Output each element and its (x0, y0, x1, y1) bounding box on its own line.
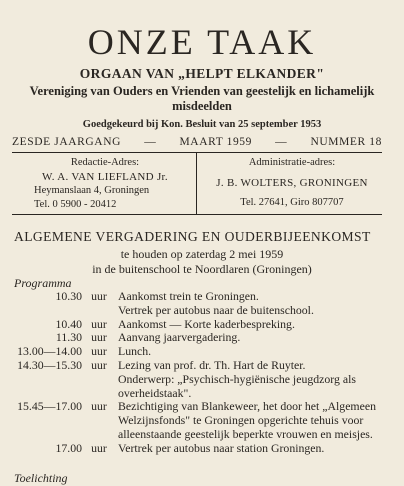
administration-address (202, 156, 382, 210)
volume-label: ZESDE JAARGANG (12, 136, 122, 148)
explanation-label: Toelichting (14, 471, 68, 485)
schedule-desc: Onderwerp: „Psychisch-hygiënische jeugdzorg als overheidstaak". (118, 371, 356, 400)
schedule-row (14, 442, 399, 456)
schedule-time: 17.00 (55, 440, 82, 455)
editorial-street: Heymanslaan 4, Groningen (34, 185, 150, 196)
organ-subtitle: ORGAAN VAN „HELPT ELKANDER" (79, 66, 325, 81)
schedule-unit: uur (91, 344, 107, 359)
schedule-unit: uur (91, 440, 107, 455)
schedule-unit: uur (91, 399, 107, 414)
issue-separator: — (144, 136, 157, 148)
schedule-desc: Aankomst trein te Groningen. (118, 289, 259, 303)
meeting-title: ALGEMENE VERGADERING EN OUDERBIJEENKOMST (14, 229, 371, 244)
schedule-time: 15.45—17.00 (17, 399, 82, 414)
approval-line: Goedgekeurd bij Kon. Besluit van 25 september 1953 (82, 119, 322, 130)
schedule-desc: Vertrek per autobus naar de buitenschool. (118, 302, 314, 317)
masthead-title: ONZE TAAK (87, 22, 317, 62)
editorial-name: W. A. VAN LIEFLAND Jr. (42, 171, 168, 183)
programme-schedule (14, 290, 399, 456)
schedule-row (14, 373, 399, 401)
editorial-phone: Tel. 0 5900 - 20412 (34, 199, 117, 210)
issue-separator: — (275, 136, 288, 148)
schedule-time (14, 304, 82, 318)
schedule-desc: Aanvang jaarvergadering. (118, 330, 241, 345)
schedule-row (14, 359, 399, 373)
issue-number: NUMMER 18 (310, 136, 382, 148)
top-rule (12, 152, 382, 153)
editorial-label: Redactie-Adres: (70, 157, 140, 168)
bottom-rule (12, 214, 382, 215)
schedule-row (14, 304, 399, 318)
schedule-unit: uur (91, 289, 107, 303)
schedule-time: 11.30 (55, 330, 82, 345)
schedule-time: 10.40 (55, 316, 82, 331)
schedule-unit: uur (91, 357, 107, 372)
administration-label: Administratie-adres: (248, 157, 336, 168)
schedule-desc: Lunch. (118, 344, 152, 359)
meeting-location-line: in de buitenschool te Noordlaren (Groningen) (92, 262, 312, 276)
schedule-row (14, 345, 399, 359)
address-divider (196, 152, 197, 214)
schedule-row (14, 400, 399, 441)
schedule-time (14, 373, 82, 401)
schedule-row (14, 318, 399, 332)
schedule-unit (82, 304, 114, 318)
schedule-desc: Lezing van prof. dr. Th. Hart de Ruyter. (118, 357, 306, 372)
schedule-time: 13.00—14.00 (17, 344, 82, 359)
issue-date: MAART 1959 (179, 136, 252, 148)
schedule-desc: Vertrek per autobus naar station Groningen. (118, 440, 325, 455)
schedule-row (14, 290, 399, 304)
association-line: Vereniging van Ouders en Vrienden van geestelijk en lichamelijk misdeelden (29, 84, 375, 113)
meeting-date-line: te houden op zaterdag 2 mei 1959 (120, 247, 284, 261)
schedule-time: 14.30—15.30 (17, 357, 82, 372)
schedule-time: 10.30 (55, 289, 82, 303)
schedule-desc: Bezichtiging van Blankeweer, het door het „Algemeen Welzijnsfonds" te Groningen opgerichte tehuis voor alleenstaande geestelijk beperkte vrouwen en meisjes. (118, 399, 376, 441)
programme-label: Programma (14, 276, 72, 290)
schedule-row (14, 331, 399, 345)
issue-line (12, 136, 382, 148)
schedule-unit: uur (91, 316, 107, 331)
administration-phone: Tel. 27641, Giro 807707 (240, 197, 344, 208)
meeting-date-block (0, 247, 404, 277)
schedule-unit (82, 373, 114, 401)
schedule-desc: Aankomst — Korte kaderbespreking. (118, 316, 295, 331)
schedule-unit: uur (91, 330, 107, 345)
administration-name: J. B. WOLTERS, GRONINGEN (216, 177, 368, 189)
editorial-address (20, 156, 190, 212)
